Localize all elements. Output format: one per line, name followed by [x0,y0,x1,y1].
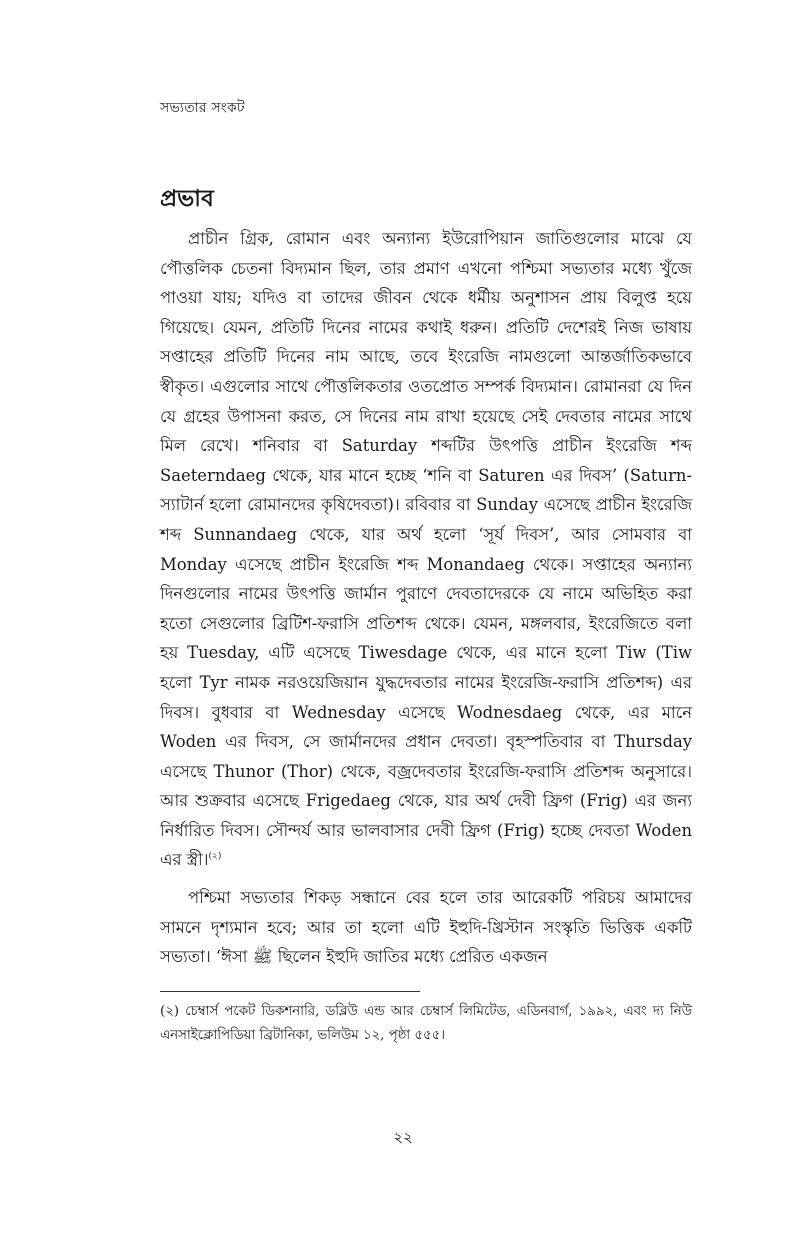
paragraph-text: পশ্চিমা সভ্যতার শিকড় সন্ধানে বের হলে তার আরেকটি পরিচয় আমাদের সামনে দৃশ্যমান হবে; আর তা হলো এটি ইহুদি-খ্রিস্টান সংস্কৃতি ভিত্তিক একটি সভ্যতা। ‘ঈসা ﷺ ছিলেন ইহুদি জাতির মধ্যে প্রেরিত একজন [160,888,692,967]
running-header: সভ্যতার সংকট [160,100,245,116]
footnote: (২) চেম্বার্স পকেট ডিকশনারি, ডব্লিউ এন্ড আর চেম্বার্স লিমিটেড, এডিনবার্গ, ১৯৯২, এবং দ্য নিউ এনসাইক্লোপিডিয়া ব্রিটানিকা, ভলিউম ১২, পৃষ্ঠা ৫৫৫। [160,1004,692,1043]
section-title: প্রভাব [160,185,214,212]
paragraph [160,883,692,972]
paragraph-text: প্রাচীন গ্রিক, রোমান এবং অন্যান্য ইউরোপিয়ান জাতিগুলোর মাঝে যে পৌত্তলিক চেতনা বিদ্যমান ছিল, তার প্রমাণ এখনো পশ্চিমা সভ্যতার মধ্যে খুঁজে পাওয়া যায়; যদিও বা তাদের জীবন থেকে ধর্মীয় অনুশাসন প্রায় বিলুপ্ত হয়ে গিয়েছে। যেমন, প্রতিটি দিনের নামের কথাই ধরুন। প্রতিটি দেশেরই নিজ ভাষায় সপ্তাহের প্রতিটি দিনের নাম আছে, তবে ইংরেজি নামগুলো আন্তর্জাতিকভাবে স্বীকৃত। এগুলোর সাথে পৌত্তলিকতার ওতপ্রোত সম্পর্ক বিদ্যমান। রোমানরা যে দিন যে গ্রহের উপাসনা করত, সে দিনের নাম রাখা হয়েছে সেই দেবতার নামের সাথে মিল রেখে। শনিবার বা Saturday শব্দটির উৎপত্তি প্রাচীন ইংরেজি শব্দ Saeterndaeg থেকে, যার মানে হচ্ছে ‘শনি বা Saturen এর দিবস’ (Saturn-স্যাটার্ন হলো রোমানদের কৃষিদেবতা)। রবিবার বা Sunday এসেছে প্রাচীন ইংরেজি শব্দ Sunnandaeg থেকে, যার অর্থ হলো ‘সূর্য দিবস’, আর সোমবার বা Monday এসেছে প্রাচীন ইংরেজি শব্দ Monandaeg থেকে। সপ্তাহের অন্যান্য দিনগুলোর নামের উৎপত্তি জার্মান পুরাণে দেবতাদেরকে যে নামে অভিহিত করা হতো সেগুলোর ব্রিটিশ-ফরাসি প্রতিশব্দ থেকে। যেমন, মঙ্গলবার, ইংরেজিতে বলা হয় Tuesday, এটি এসেছে Tiwesdage থেকে, এর মানে হলো Tiw (Tiw হলো Tyr নামক নরওয়েজিয়ান যুদ্ধদেবতার নামের ইংরেজি-ফরাসি প্রতিশব্দ) এর দিবস। বুধবার বা Wednesday এসেছে Wodnesdaeg থেকে, এর মানে Woden এর দিবস, সে জার্মানদের প্রধান দেবতা। বৃহস্পতিবার বা Thursday এসেছে Thunor (Thor) থেকে, বজ্রদেবতার ইংরেজি-ফরাসি প্রতিশব্দ অনুসারে। আর শুক্রবার এসেছে Frigedaeg থেকে, যার অর্থ দেবী ফ্রিগ (Frig) এর জন্য নির্ধারিত দিবস। সৌন্দর্য আর ভালবাসার দেবী ফ্রিগ (Frig) হচ্ছে দেবতা Woden এর স্ত্রী। [160,229,692,870]
page-number: ২২ [393,1128,413,1146]
footnote-reference[interactable]: (২) [208,852,222,862]
body-text [160,224,692,980]
paragraph [160,224,692,875]
footnote-divider [160,991,420,992]
